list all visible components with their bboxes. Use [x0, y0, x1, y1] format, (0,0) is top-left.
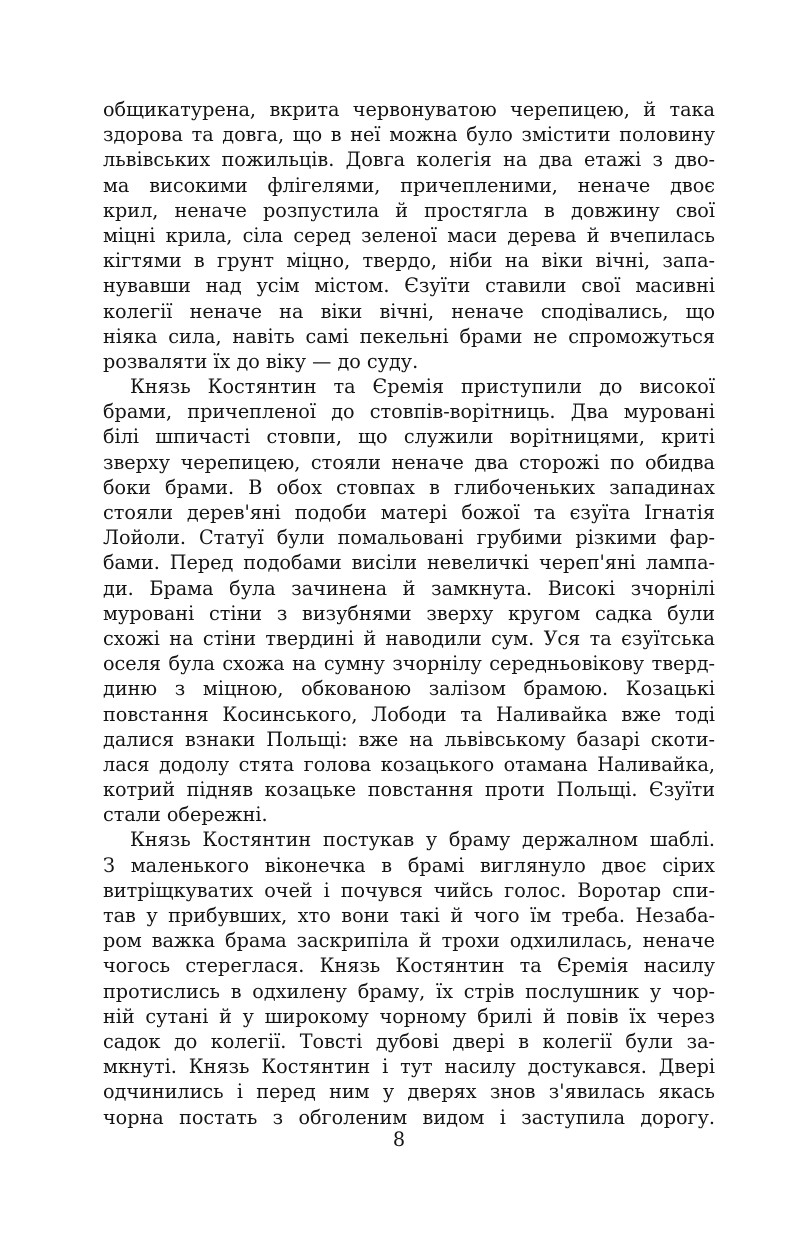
text-line: львівських пожильців. Довга колегія на два етажі з дво- [103, 148, 715, 172]
text-line: Князь Костянтин постукав у браму держалном шаблі. [130, 828, 715, 852]
text-line: кігтями в грунт міцно, твердо, ніби на віки вічні, запа- [103, 249, 715, 273]
text-line: міцні крила, сіла серед зеленої маси дерева й вчепилась [103, 223, 715, 247]
text-line: бами. Перед подобами висіли невеличкі череп'яні лампа- [103, 551, 715, 575]
text-line: котрий підняв козацьке повстання проти Польщі. Єзуїти [103, 778, 715, 802]
text-line: колегії неначе на віки вічні, неначе сподівались, що [103, 299, 715, 323]
body-text [103, 97, 715, 1130]
text-line: муровані стіни з визубнями зверху кругом садка були [103, 601, 715, 625]
text-line: розваляти їх до віку — до суду. [103, 349, 419, 373]
text-line: ніяка сила, навіть самі пекельні брами не спроможуться [103, 324, 715, 348]
text-line: чогось стереглася. Князь Костянтин та Єремія насилу [103, 954, 715, 978]
text-line: боки брами. В обох стовпах в глибоченьких западинах [103, 475, 715, 499]
text-line: мкнуті. Князь Костянтин і тут насилу достукався. Двері [103, 1055, 715, 1079]
page-number: 8 [392, 1128, 406, 1151]
text-line: ром важка брама заскрипіла й трохи одхилилась, неначе [103, 929, 715, 953]
text-line: зверху черепицею, стояли неначе два сторожі по обидва [103, 450, 715, 474]
text-line: здорова та довга, що в неї можна було змістити половину [103, 123, 715, 147]
text-line: ній сутані й у широкому чорному брилі й повів їх через [103, 1004, 715, 1028]
text-line: далися взнаки Польщі: вже на львівському базарі скоти- [103, 727, 715, 751]
text-line: оселя була схожа на сумну зчорнілу середньовікову тверд- [103, 652, 715, 676]
text-line: тав у прибувших, хто вони такі й чого їм треба. Незаба- [103, 904, 715, 927]
text-line: ма високими флігелями, причепленими, неначе двоє [103, 173, 715, 197]
text-line: брами, причепленої до стовпів-ворітниць. Два муровані [103, 400, 715, 424]
text-line: схожі на стіни твердині й наводили сум. Уся та єзуїтська [103, 626, 715, 650]
text-line: крил, неначе розпустила й простягла в довжину свої [103, 198, 715, 222]
text-line: чорна постать з обголеним видом і заступила дорогу. [103, 1105, 715, 1129]
text-line: садок до колегії. Товсті дубові двері в колегії були за- [103, 1029, 715, 1053]
text-line: нувавши над усім містом. Єзуїти ставили свої масивні [103, 274, 715, 298]
text-line: ди. Брама була зачинена й замкнута. Високі зчорнілі [103, 576, 715, 600]
text-line: одчинились і перед ним у дверях знов з'явилась якась [103, 1080, 715, 1104]
text-line: диню з міцною, обкованою залізом брамою. Козацькі [103, 677, 715, 701]
text-line: Лойоли. Статуї були помальовані грубими різкими фар- [103, 526, 715, 550]
text-line: З маленького віконечка в брамі виглянуло двоє сірих [103, 853, 715, 877]
text-line: протислись в одхилену браму, їх стрів послушник у чор- [103, 979, 715, 1003]
text-line: повстання Косинського, Лободи та Наливайка вже тоді [103, 702, 715, 726]
text-line: витріщкуватих очей і почувся чийсь голос. Воротар спи- [103, 878, 715, 902]
text-line: стояли дерев'яні подоби матері божої та єзуїта Ігнатія [103, 501, 715, 524]
text-line: стали обережні. [103, 803, 268, 827]
text-line: лася додолу стята голова козацького отамана Наливайка, [103, 752, 715, 776]
text-line: Князь Костянтин та Єремія приступили до високої [130, 375, 715, 399]
text-line: общикатурена, вкрита червонуватою черепицею, й така [103, 98, 715, 121]
text-line: білі шпичасті стовпи, що служили ворітницями, криті [103, 425, 715, 449]
